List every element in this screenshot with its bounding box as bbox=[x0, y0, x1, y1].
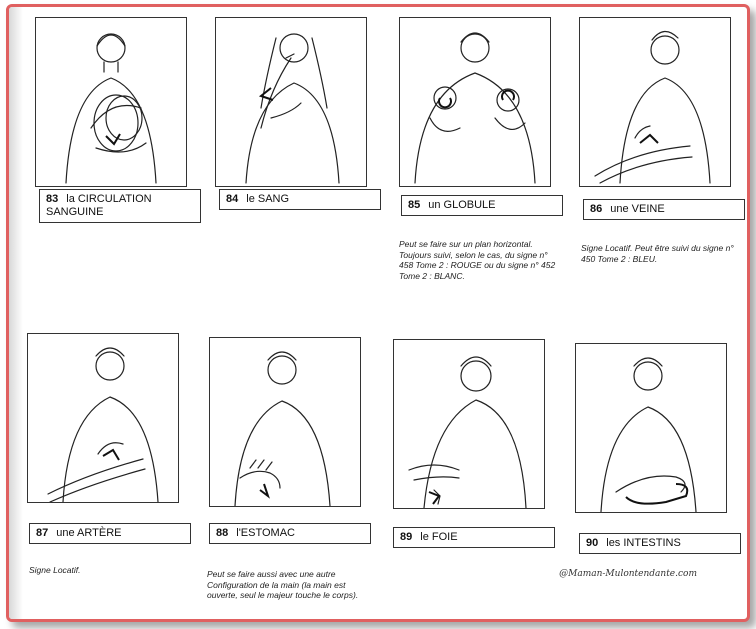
sign-illustration-90 bbox=[575, 343, 727, 513]
watermark-credit: @Maman-Mulontendante.com bbox=[559, 569, 697, 579]
sign-note-87: Signe Locatif. bbox=[29, 565, 81, 575]
sign-caption-85 bbox=[401, 195, 563, 216]
sign-label: une ARTÈRE bbox=[56, 527, 122, 539]
sign-label: l'ESTOMAC bbox=[236, 527, 295, 539]
sign-illustration-85 bbox=[399, 17, 551, 187]
sign-caption-86 bbox=[583, 199, 745, 220]
sign-illustration-88 bbox=[209, 337, 361, 507]
sign-note-86: Signe Locatif. Peut être suivi du signe n° 450 Tome 2 : BLEU. bbox=[581, 243, 734, 264]
sign-caption-90 bbox=[579, 533, 741, 554]
sign-caption-83 bbox=[39, 189, 201, 223]
sign-label: une VEINE bbox=[610, 203, 665, 215]
sign-label: la CIRCULATION SANGUINE bbox=[46, 193, 152, 218]
sign-illustration-83 bbox=[35, 17, 187, 187]
sign-number: 88 bbox=[216, 527, 229, 539]
sign-label: les INTESTINS bbox=[606, 537, 681, 549]
sign-number: 86 bbox=[590, 203, 603, 215]
sign-illustration-84 bbox=[215, 17, 367, 187]
sign-number: 90 bbox=[586, 537, 599, 549]
sign-caption-88 bbox=[209, 523, 371, 544]
sign-label: le SANG bbox=[246, 193, 290, 205]
sign-caption-84 bbox=[219, 189, 381, 210]
sign-number: 87 bbox=[36, 527, 49, 539]
sign-number: 89 bbox=[400, 531, 413, 543]
sign-caption-89 bbox=[393, 527, 555, 548]
sign-illustration-89 bbox=[393, 339, 545, 509]
sign-number: 85 bbox=[408, 199, 421, 211]
book-gutter bbox=[9, 7, 23, 619]
sign-number: 83 bbox=[46, 193, 59, 205]
sign-number: 84 bbox=[226, 193, 239, 205]
sign-note-88: Peut se faire aussi avec une autre Configuration de la main (la main est ouverte, seul le majeur touche le corps). bbox=[207, 569, 359, 600]
sign-caption-87 bbox=[29, 523, 191, 544]
sign-note-85: Peut se faire sur un plan horizontal. Toujours suivi, selon le cas, du signe n° 458 Tome 2 : ROUGE ou du signe n° 452 Tome 2 : BLANC. bbox=[399, 239, 556, 281]
sign-illustration-87 bbox=[27, 333, 179, 503]
sign-label: le FOIE bbox=[420, 531, 458, 543]
sign-illustration-86 bbox=[579, 17, 731, 187]
page-frame bbox=[6, 4, 750, 622]
sign-label: un GLOBULE bbox=[428, 199, 496, 211]
